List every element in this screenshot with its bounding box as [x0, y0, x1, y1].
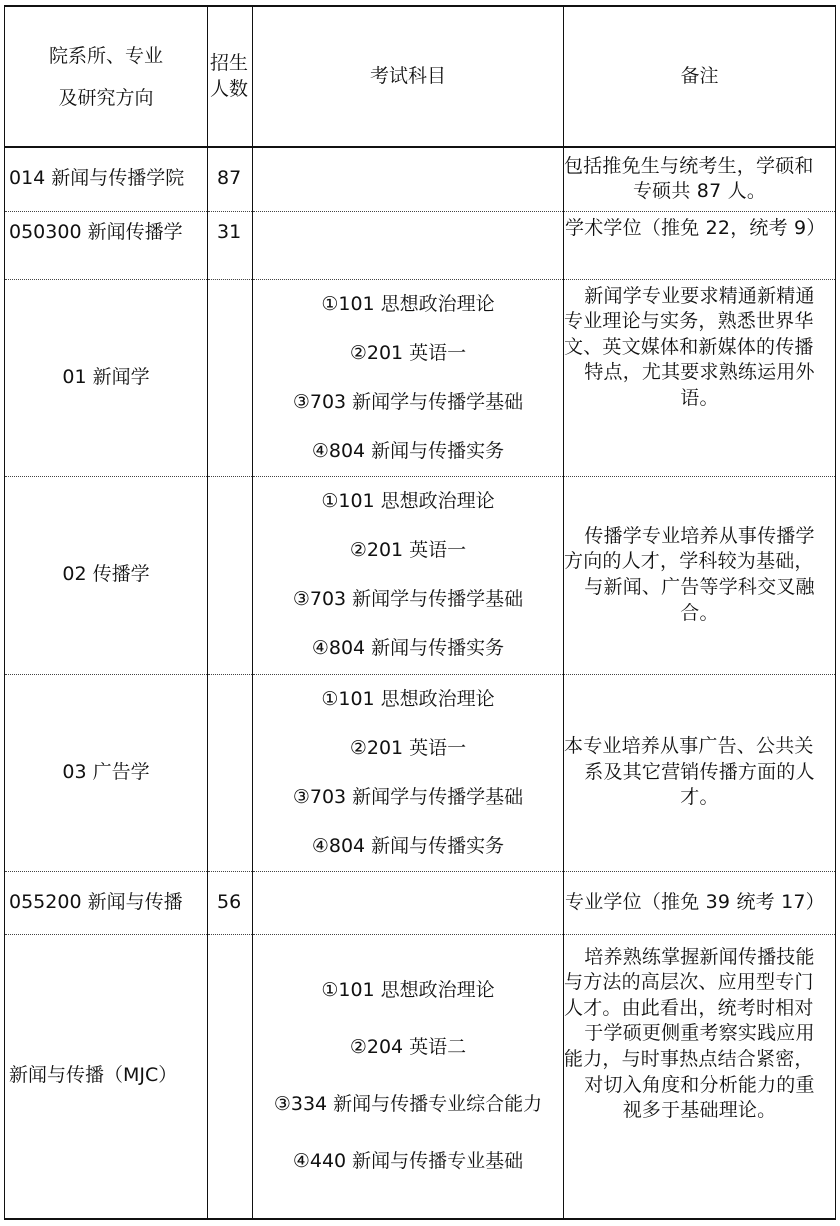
remark: 培养熟练掌握新闻传播技能 与方法的高层次、应用型专门 人才。由此看出，统考时相对 于学硕更侧重考察实践应用 能力，与时事热点结合紧密， 对切入角度和分析能力的重 视多于基础理论。: [564, 934, 836, 1219]
exam-subjects: [253, 934, 564, 1219]
enrollment-count: 87: [208, 147, 253, 211]
remark: 包括推免生与统考生，学硕和 专硕共 87 人。: [564, 147, 836, 211]
subject-item: ④804 新闻与传播实务: [311, 636, 505, 659]
subject-item: ③703 新闻学与传播学基础: [292, 587, 524, 610]
dept-name: 055200 新闻与传播: [5, 871, 208, 934]
header-exam-subjects: 考试科目: [253, 6, 564, 147]
subject-item: ③703 新闻学与传播学基础: [292, 390, 524, 413]
header-department: 院系所、专业 及研究方向: [5, 6, 208, 147]
table-header-row: [5, 6, 836, 147]
header-enrollment: 招生 人数: [208, 6, 253, 147]
dept-name: 新闻与传播（MJC）: [5, 934, 208, 1219]
table-row: [5, 934, 836, 1219]
table-row: [5, 871, 836, 934]
remark: 新闻学专业要求精通新精通 专业理论与实务，熟悉世界华 文、英文媒体和新媒体的传播 特点，尤其要求熟练运用外 语。: [564, 279, 836, 476]
table-row: [5, 147, 836, 211]
enrollment-count: [208, 279, 253, 476]
exam-subjects: [253, 476, 564, 674]
remark: 学术学位（推免 22，统考 9）: [564, 211, 836, 279]
subject-item: ①101 思想政治理论: [321, 687, 495, 710]
table-row: [5, 279, 836, 476]
subject-item: ②201 英语一: [349, 736, 467, 759]
enrollment-count: [208, 934, 253, 1219]
subject-item: ②204 英语二: [349, 1036, 467, 1059]
exam-subjects: [253, 147, 564, 211]
exam-subjects: [253, 211, 564, 279]
exam-subjects: [253, 871, 564, 934]
dept-name: 02 传播学: [5, 476, 208, 674]
dept-name: 014 新闻与传播学院: [5, 147, 208, 211]
dept-name: 03 广告学: [5, 674, 208, 871]
table-row: [5, 211, 836, 279]
enrollment-count: [208, 674, 253, 871]
admissions-table: [4, 5, 836, 1220]
table-row: [5, 674, 836, 871]
header-remarks: 备注: [564, 6, 836, 147]
subject-item: ②201 英语一: [349, 538, 467, 561]
subject-item: ④804 新闻与传播实务: [311, 439, 505, 462]
dept-name: 01 新闻学: [5, 279, 208, 476]
exam-subjects: [253, 279, 564, 476]
remark: 传播学专业培养从事传播学 方向的人才，学科较为基础， 与新闻、广告等学科交叉融 合。: [564, 476, 836, 674]
remark: 本专业培养从事广告、公共关 系及其它营销传播方面的人 才。: [564, 674, 836, 871]
enrollment-count: 56: [208, 871, 253, 934]
enrollment-count: 31: [208, 211, 253, 279]
subject-item: ①101 思想政治理论: [321, 979, 495, 1002]
subject-item: ③334 新闻与传播专业综合能力: [273, 1093, 543, 1116]
subject-item: ④440 新闻与传播专业基础: [292, 1150, 524, 1173]
subject-item: ①101 思想政治理论: [321, 292, 495, 315]
subject-item: ①101 思想政治理论: [321, 489, 495, 512]
dept-name: 050300 新闻传播学: [5, 211, 208, 279]
remark: 专业学位（推免 39 统考 17）: [564, 871, 836, 934]
subject-item: ③703 新闻学与传播学基础: [292, 785, 524, 808]
exam-subjects: [253, 674, 564, 871]
subject-item: ②201 英语一: [349, 341, 467, 364]
subject-item: ④804 新闻与传播实务: [311, 834, 505, 857]
enrollment-count: [208, 476, 253, 674]
table-row: [5, 476, 836, 674]
